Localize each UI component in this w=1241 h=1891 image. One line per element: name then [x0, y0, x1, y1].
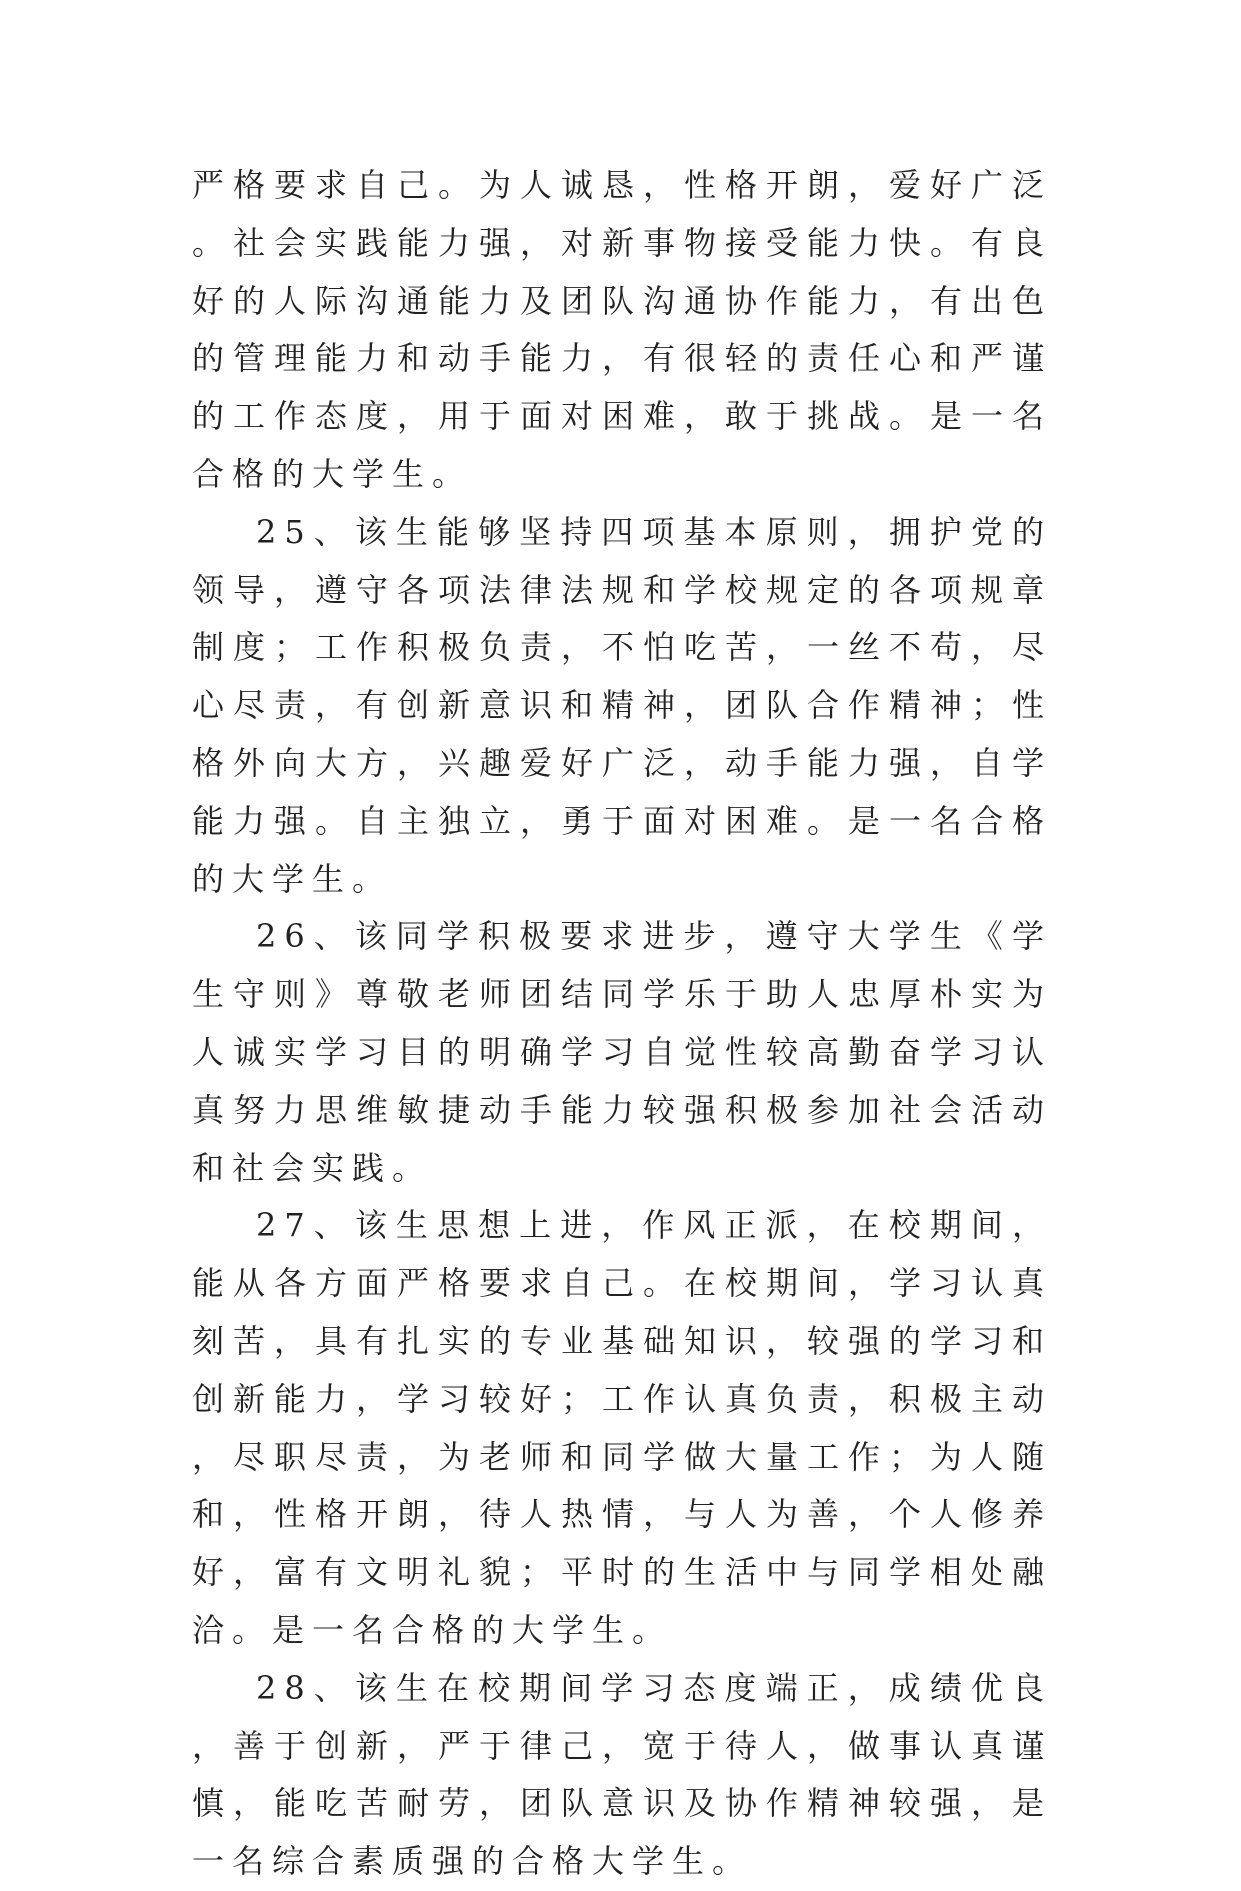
- document-body: [192, 157, 1052, 1891]
- paragraph-26: 26、该同学积极要求进步，遵守大学生《学生守则》尊敬老师团结同学乐于助人忠厚朴实为人诚实学习目的明确学习自觉性较高勤奋学习认真努力思维敏捷动手能力较强积极参加社会活动和社会实践。: [192, 917, 1052, 1187]
- paragraph-continuation: 严格要求自己。为人诚恳，性格开朗，爱好广泛。社会实践能力强，对新事物接受能力快。有良好的人际沟通能力及团队沟通协作能力，有出色的管理能力和动手能力，有很轻的责任心和严谨的工作态度，用于面对困难，敢于挑战。是一名合格的大学生。: [192, 166, 1052, 493]
- paragraph-28: 28、该生在校期间学习态度端正，成绩优良，善于创新，严于律己，宽于待人，做事认真谨慎，能吃苦耐劳，团队意识及协作精神较强，是一名综合素质强的合格大学生。: [192, 1668, 1052, 1881]
- paragraph-27: 27、该生思想上进，作风正派，在校期间，能从各方面严格要求自己。在校期间，学习认真刻苦，具有扎实的专业基础知识，较强的学习和创新能力，学习较好；工作认真负责，积极主动，尽职尽责，为老师和同学做大量工作；为人随和，性格开朗，待人热情，与人为善，个人修养好，富有文明礼貌；平时的生活中与同学相处融洽。是一名合格的大学生。: [192, 1206, 1052, 1649]
- paragraph-25: 25、该生能够坚持四项基本原则，拥护党的领导，遵守各项法律法规和学校规定的各项规章制度；工作积极负责，不怕吃苦，一丝不苟，尽心尽责，有创新意识和精神，团队合作精神；性格外向大方，兴趣爱好广泛，动手能力强，自学能力强。自主独立，勇于面对困难。是一名合格的大学生。: [192, 512, 1052, 898]
